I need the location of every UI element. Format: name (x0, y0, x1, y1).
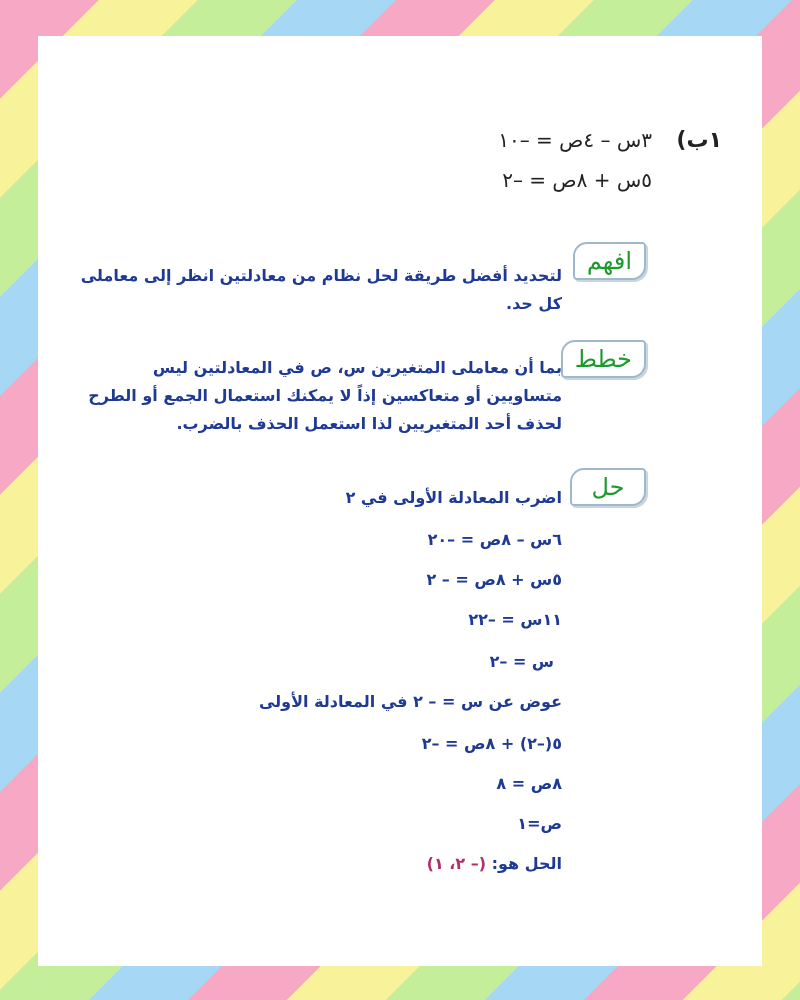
solve-tag: حل (570, 468, 646, 506)
problem-equation-2: ٥س + ٨ص = –٢ (502, 168, 652, 192)
solve-step-8: ٨ص = ٨ (496, 774, 562, 793)
plan-tag: خطط (561, 340, 646, 378)
problem-label: ١ب) (676, 128, 722, 153)
solution-line (427, 854, 562, 873)
solve-step-1: اضرب المعادلة الأولى في ٢ (345, 488, 562, 507)
worksheet-card (38, 36, 762, 966)
solution-label: الحل هو: (491, 854, 562, 873)
plan-text: بما أن معاملى المتغيرين س، ص في المعادلتين ليس متساويين أو متعاكسين إذاً لا يمكنك استعمال الجمع أو الطرح لحذف أحد المتغيريين لذا استعمل الحذف بالضرب. (88, 358, 562, 433)
understand-tag: افهم (573, 242, 646, 280)
solve-step-4: ١١س = –٢٢ (468, 610, 562, 629)
problem-equation-1: ٣س – ٤ص = –١٠ (498, 128, 652, 152)
solve-step-3: ٥س + ٨ص = – ٢ (426, 570, 562, 589)
understand-text: لتحديد أفضل طريقة لحل نظام من معادلتين انظر إلى معاملى كل حد. (80, 266, 562, 313)
solve-step-6: عوض عن س = – ٢ في المعادلة الأولى (258, 692, 562, 711)
solve-step-9: ص=١ (517, 814, 562, 833)
solve-step-2: ٦س – ٨ص = –٢٠ (427, 530, 562, 549)
solution-value: (– ٢، ١) (426, 854, 487, 873)
solve-step-5: س = –٢ (489, 652, 554, 671)
solve-step-7: ٥(–٢) + ٨ص = –٢ (421, 734, 562, 753)
